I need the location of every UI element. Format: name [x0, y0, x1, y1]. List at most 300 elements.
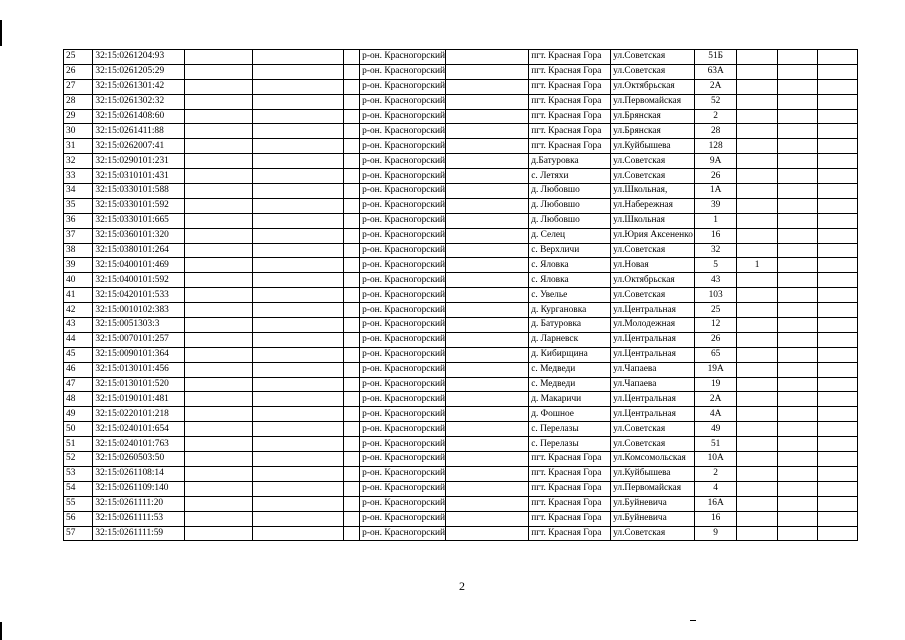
settlement-cell: с. Яловка — [529, 273, 611, 288]
empty-cell — [253, 303, 344, 318]
empty-cell — [446, 347, 529, 362]
house-number: 32 — [695, 243, 737, 258]
empty-cell — [818, 198, 858, 213]
empty-cell — [253, 481, 344, 496]
district-cell: р-он. Красногорский — [360, 288, 446, 303]
empty-cell — [818, 94, 858, 109]
empty-cell — [778, 213, 818, 228]
extra-cell — [737, 50, 778, 65]
district-cell: р-он. Красногорский — [360, 184, 446, 199]
extra-cell — [737, 184, 778, 199]
district-cell: р-он. Красногорский — [360, 362, 446, 377]
empty-cell — [818, 213, 858, 228]
extra-cell — [737, 288, 778, 303]
empty-cell — [253, 526, 344, 541]
empty-cell — [818, 169, 858, 184]
empty-cell — [344, 243, 360, 258]
settlement-cell: пгт. Красная Гора — [529, 79, 611, 94]
house-number: 2 — [695, 466, 737, 481]
house-number: 65 — [695, 347, 737, 362]
empty-cell — [446, 422, 529, 437]
empty-cell — [184, 481, 252, 496]
empty-cell — [818, 318, 858, 333]
table-row — [64, 481, 858, 496]
row-number: 32 — [64, 154, 93, 169]
empty-cell — [446, 496, 529, 511]
settlement-cell: пгт. Красная Гора — [529, 496, 611, 511]
district-cell: р-он. Красногорский — [360, 526, 446, 541]
empty-cell — [778, 377, 818, 392]
house-number: 26 — [695, 169, 737, 184]
house-number: 9А — [695, 154, 737, 169]
district-cell: р-он. Красногорский — [360, 303, 446, 318]
table-row — [64, 496, 858, 511]
empty-cell — [778, 124, 818, 139]
district-cell: р-он. Красногорский — [360, 139, 446, 154]
empty-cell — [184, 109, 252, 124]
settlement-cell: д. Любовшо — [529, 184, 611, 199]
house-number: 51Б — [695, 50, 737, 65]
empty-cell — [184, 154, 252, 169]
house-number: 103 — [695, 288, 737, 303]
street-cell: ул.Буйневича — [611, 511, 695, 526]
empty-cell — [446, 392, 529, 407]
empty-cell — [778, 79, 818, 94]
settlement-cell: с. Яловка — [529, 258, 611, 273]
house-number: 5 — [695, 258, 737, 273]
street-cell: ул.Школьная — [611, 213, 695, 228]
street-cell: ул.Советская — [611, 50, 695, 65]
empty-cell — [253, 243, 344, 258]
extra-cell — [737, 79, 778, 94]
empty-cell — [184, 243, 252, 258]
empty-cell — [446, 94, 529, 109]
row-number: 54 — [64, 481, 93, 496]
house-number: 4А — [695, 407, 737, 422]
row-number: 56 — [64, 511, 93, 526]
empty-cell — [446, 362, 529, 377]
settlement-cell: с. Летяхи — [529, 169, 611, 184]
row-number: 57 — [64, 526, 93, 541]
empty-cell — [253, 347, 344, 362]
cadastral-number: 32:15:0262007:41 — [93, 139, 184, 154]
settlement-cell: с. Верхличи — [529, 243, 611, 258]
cadastral-number: 32:15:0261108:14 — [93, 466, 184, 481]
district-cell: р-он. Красногорский — [360, 94, 446, 109]
cadastral-number: 32:15:0051303:3 — [93, 318, 184, 333]
scan-edge-mark-bottom — [0, 622, 2, 640]
extra-cell — [737, 392, 778, 407]
table-row — [64, 526, 858, 541]
house-number: 12 — [695, 318, 737, 333]
house-number: 1А — [695, 184, 737, 199]
table-row — [64, 213, 858, 228]
table-row — [64, 64, 858, 79]
settlement-cell: с. Перелазы — [529, 422, 611, 437]
table-row — [64, 198, 858, 213]
table-row — [64, 332, 858, 347]
house-number: 51 — [695, 437, 737, 452]
street-cell: ул.Центральная — [611, 392, 695, 407]
cadastral-number: 32:15:0090101:364 — [93, 347, 184, 362]
cadastral-number: 32:15:0070101:257 — [93, 332, 184, 347]
empty-cell — [778, 362, 818, 377]
empty-cell — [778, 332, 818, 347]
empty-cell — [184, 437, 252, 452]
empty-cell — [778, 422, 818, 437]
street-cell: ул.Набережная — [611, 198, 695, 213]
empty-cell — [184, 466, 252, 481]
empty-cell — [253, 318, 344, 333]
empty-cell — [818, 154, 858, 169]
street-cell: ул.Октябрьская — [611, 273, 695, 288]
row-number: 45 — [64, 347, 93, 362]
street-cell: ул.Советская — [611, 154, 695, 169]
district-cell: р-он. Красногорский — [360, 258, 446, 273]
empty-cell — [344, 124, 360, 139]
empty-cell — [778, 273, 818, 288]
empty-cell — [446, 407, 529, 422]
cadastral-number: 32:15:0310101:431 — [93, 169, 184, 184]
settlement-cell: с. Медведи — [529, 362, 611, 377]
empty-cell — [344, 258, 360, 273]
district-cell: р-он. Красногорский — [360, 466, 446, 481]
table-row — [64, 243, 858, 258]
row-number: 41 — [64, 288, 93, 303]
row-number: 35 — [64, 198, 93, 213]
empty-cell — [778, 109, 818, 124]
empty-cell — [253, 213, 344, 228]
empty-cell — [778, 481, 818, 496]
empty-cell — [253, 392, 344, 407]
empty-cell — [446, 511, 529, 526]
empty-cell — [446, 258, 529, 273]
empty-cell — [778, 184, 818, 199]
house-number: 63А — [695, 64, 737, 79]
street-cell: ул.Советская — [611, 64, 695, 79]
row-number: 50 — [64, 422, 93, 437]
empty-cell — [253, 288, 344, 303]
empty-cell — [778, 243, 818, 258]
empty-cell — [818, 347, 858, 362]
house-number: 19 — [695, 377, 737, 392]
empty-cell — [184, 332, 252, 347]
extra-cell — [737, 169, 778, 184]
empty-cell — [253, 198, 344, 213]
cadastral-number: 32:15:0261408:60 — [93, 109, 184, 124]
street-cell: ул.Брянская — [611, 109, 695, 124]
empty-cell — [184, 347, 252, 362]
table-row — [64, 318, 858, 333]
settlement-cell: д. Макаричи — [529, 392, 611, 407]
empty-cell — [184, 94, 252, 109]
empty-cell — [344, 347, 360, 362]
district-cell: р-он. Красногорский — [360, 243, 446, 258]
district-cell: р-он. Красногорский — [360, 273, 446, 288]
cadastral-number: 32:15:0400101:592 — [93, 273, 184, 288]
empty-cell — [446, 213, 529, 228]
table-row — [64, 452, 858, 467]
row-number: 31 — [64, 139, 93, 154]
empty-cell — [818, 496, 858, 511]
empty-cell — [344, 184, 360, 199]
cadastral-number: 32:15:0330101:588 — [93, 184, 184, 199]
house-number: 2 — [695, 109, 737, 124]
empty-cell — [446, 437, 529, 452]
empty-cell — [446, 318, 529, 333]
cadastral-number: 32:15:0261302:32 — [93, 94, 184, 109]
house-number: 9 — [695, 526, 737, 541]
district-cell: р-он. Красногорский — [360, 481, 446, 496]
row-number: 26 — [64, 64, 93, 79]
empty-cell — [184, 228, 252, 243]
empty-cell — [184, 452, 252, 467]
empty-cell — [253, 273, 344, 288]
row-number: 30 — [64, 124, 93, 139]
settlement-cell: с. Перелазы — [529, 437, 611, 452]
cadastral-number: 32:15:0420101:533 — [93, 288, 184, 303]
street-cell: ул.Октябрьская — [611, 79, 695, 94]
street-cell: ул.Куйбышева — [611, 139, 695, 154]
empty-cell — [446, 303, 529, 318]
street-cell: ул.Молодежная — [611, 318, 695, 333]
empty-cell — [344, 303, 360, 318]
house-number: 4 — [695, 481, 737, 496]
empty-cell — [184, 377, 252, 392]
settlement-cell: д. Кибирщина — [529, 347, 611, 362]
empty-cell — [778, 139, 818, 154]
empty-cell — [253, 511, 344, 526]
district-cell: р-он. Красногорский — [360, 109, 446, 124]
table-row — [64, 258, 858, 273]
cadastral-number: 32:15:0330101:592 — [93, 198, 184, 213]
extra-cell — [737, 377, 778, 392]
district-cell: р-он. Красногорский — [360, 392, 446, 407]
empty-cell — [818, 303, 858, 318]
empty-cell — [446, 526, 529, 541]
table-row — [64, 288, 858, 303]
empty-cell — [778, 258, 818, 273]
row-number: 46 — [64, 362, 93, 377]
cadastral-number: 32:15:0261111:53 — [93, 511, 184, 526]
settlement-cell: д. Любовшо — [529, 213, 611, 228]
row-number: 47 — [64, 377, 93, 392]
empty-cell — [818, 392, 858, 407]
district-cell: р-он. Красногорский — [360, 422, 446, 437]
empty-cell — [446, 50, 529, 65]
empty-cell — [818, 288, 858, 303]
cadastral-number: 32:15:0261411:88 — [93, 124, 184, 139]
street-cell: ул.Центральная — [611, 332, 695, 347]
street-cell: ул.Чапаева — [611, 362, 695, 377]
empty-cell — [184, 392, 252, 407]
empty-cell — [344, 466, 360, 481]
house-number: 26 — [695, 332, 737, 347]
row-number: 38 — [64, 243, 93, 258]
extra-cell — [737, 526, 778, 541]
empty-cell — [344, 392, 360, 407]
cadastral-number: 32:15:0220101:218 — [93, 407, 184, 422]
empty-cell — [344, 332, 360, 347]
empty-cell — [184, 64, 252, 79]
empty-cell — [818, 64, 858, 79]
extra-cell — [737, 332, 778, 347]
cadastral-number: 32:15:0261109:140 — [93, 481, 184, 496]
registry-body — [64, 50, 858, 541]
empty-cell — [818, 258, 858, 273]
district-cell: р-он. Красногорский — [360, 377, 446, 392]
empty-cell — [253, 79, 344, 94]
empty-cell — [344, 64, 360, 79]
empty-cell — [253, 154, 344, 169]
empty-cell — [446, 332, 529, 347]
house-number: 43 — [695, 273, 737, 288]
empty-cell — [818, 273, 858, 288]
empty-cell — [446, 377, 529, 392]
row-number: 33 — [64, 169, 93, 184]
settlement-cell: с. Увелье — [529, 288, 611, 303]
district-cell: р-он. Красногорский — [360, 213, 446, 228]
empty-cell — [818, 79, 858, 94]
empty-cell — [344, 437, 360, 452]
settlement-cell: пгт. Красная Гора — [529, 124, 611, 139]
row-number: 39 — [64, 258, 93, 273]
table-row — [64, 228, 858, 243]
empty-cell — [253, 139, 344, 154]
settlement-cell: пгт. Красная Гора — [529, 452, 611, 467]
empty-cell — [778, 228, 818, 243]
district-cell: р-он. Красногорский — [360, 347, 446, 362]
empty-cell — [446, 124, 529, 139]
cadastral-number: 32:15:0290101:231 — [93, 154, 184, 169]
empty-cell — [184, 124, 252, 139]
street-cell: ул.Первомайская — [611, 94, 695, 109]
extra-cell — [737, 124, 778, 139]
empty-cell — [344, 511, 360, 526]
district-cell: р-он. Красногорский — [360, 64, 446, 79]
table-row — [64, 94, 858, 109]
empty-cell — [344, 288, 360, 303]
district-cell: р-он. Красногорский — [360, 496, 446, 511]
table-row — [64, 124, 858, 139]
table-row — [64, 377, 858, 392]
cadastral-number: 32:15:0240101:763 — [93, 437, 184, 452]
empty-cell — [344, 228, 360, 243]
empty-cell — [778, 452, 818, 467]
table-row — [64, 79, 858, 94]
empty-cell — [253, 184, 344, 199]
empty-cell — [778, 392, 818, 407]
empty-cell — [818, 362, 858, 377]
house-number: 16 — [695, 511, 737, 526]
house-number: 28 — [695, 124, 737, 139]
street-cell: ул.Советская — [611, 288, 695, 303]
empty-cell — [446, 288, 529, 303]
empty-cell — [446, 109, 529, 124]
table-row — [64, 154, 858, 169]
table-row — [64, 466, 858, 481]
street-cell: ул.Юрия Аксененко — [611, 228, 695, 243]
street-cell: ул.Чапаева — [611, 377, 695, 392]
empty-cell — [344, 481, 360, 496]
settlement-cell: д. Фошное — [529, 407, 611, 422]
empty-cell — [778, 303, 818, 318]
empty-cell — [344, 79, 360, 94]
empty-cell — [778, 466, 818, 481]
settlement-cell: пгт. Красная Гора — [529, 94, 611, 109]
house-number: 16 — [695, 228, 737, 243]
empty-cell — [344, 273, 360, 288]
settlement-cell: пгт. Красная Гора — [529, 139, 611, 154]
street-cell: ул.Брянская — [611, 124, 695, 139]
house-number: 52 — [695, 94, 737, 109]
empty-cell — [818, 332, 858, 347]
district-cell: р-он. Красногорский — [360, 169, 446, 184]
row-number: 40 — [64, 273, 93, 288]
extra-cell — [737, 362, 778, 377]
street-cell: ул.Советская — [611, 243, 695, 258]
empty-cell — [778, 288, 818, 303]
street-cell: ул.Школьная, — [611, 184, 695, 199]
street-cell: ул.Советская — [611, 526, 695, 541]
empty-cell — [253, 437, 344, 452]
empty-cell — [184, 288, 252, 303]
empty-cell — [818, 452, 858, 467]
table-row — [64, 437, 858, 452]
empty-cell — [818, 184, 858, 199]
empty-cell — [344, 50, 360, 65]
empty-cell — [184, 198, 252, 213]
empty-cell — [344, 526, 360, 541]
empty-cell — [818, 243, 858, 258]
empty-cell — [778, 198, 818, 213]
street-cell: ул.Куйбышева — [611, 466, 695, 481]
extra-cell — [737, 481, 778, 496]
street-cell: ул.Советская — [611, 437, 695, 452]
empty-cell — [344, 139, 360, 154]
empty-cell — [253, 228, 344, 243]
empty-cell — [778, 154, 818, 169]
row-number: 25 — [64, 50, 93, 65]
empty-cell — [778, 318, 818, 333]
extra-cell — [737, 511, 778, 526]
empty-cell — [344, 422, 360, 437]
cadastral-number: 32:15:0190101:481 — [93, 392, 184, 407]
empty-cell — [184, 258, 252, 273]
settlement-cell: д.Батуровка — [529, 154, 611, 169]
extra-cell — [737, 198, 778, 213]
empty-cell — [184, 273, 252, 288]
row-number: 49 — [64, 407, 93, 422]
extra-cell — [737, 94, 778, 109]
street-cell: ул.Центральная — [611, 347, 695, 362]
house-number: 128 — [695, 139, 737, 154]
empty-cell — [818, 124, 858, 139]
house-number: 1 — [695, 213, 737, 228]
empty-cell — [253, 124, 344, 139]
district-cell: р-он. Красногорский — [360, 50, 446, 65]
cadastral-number: 32:15:0010102:383 — [93, 303, 184, 318]
settlement-cell: д. Батуровка — [529, 318, 611, 333]
empty-cell — [446, 243, 529, 258]
empty-cell — [184, 422, 252, 437]
district-cell: р-он. Красногорский — [360, 228, 446, 243]
district-cell: р-он. Красногорский — [360, 437, 446, 452]
table-row — [64, 392, 858, 407]
extra-cell — [737, 422, 778, 437]
house-number: 25 — [695, 303, 737, 318]
extra-cell — [737, 109, 778, 124]
